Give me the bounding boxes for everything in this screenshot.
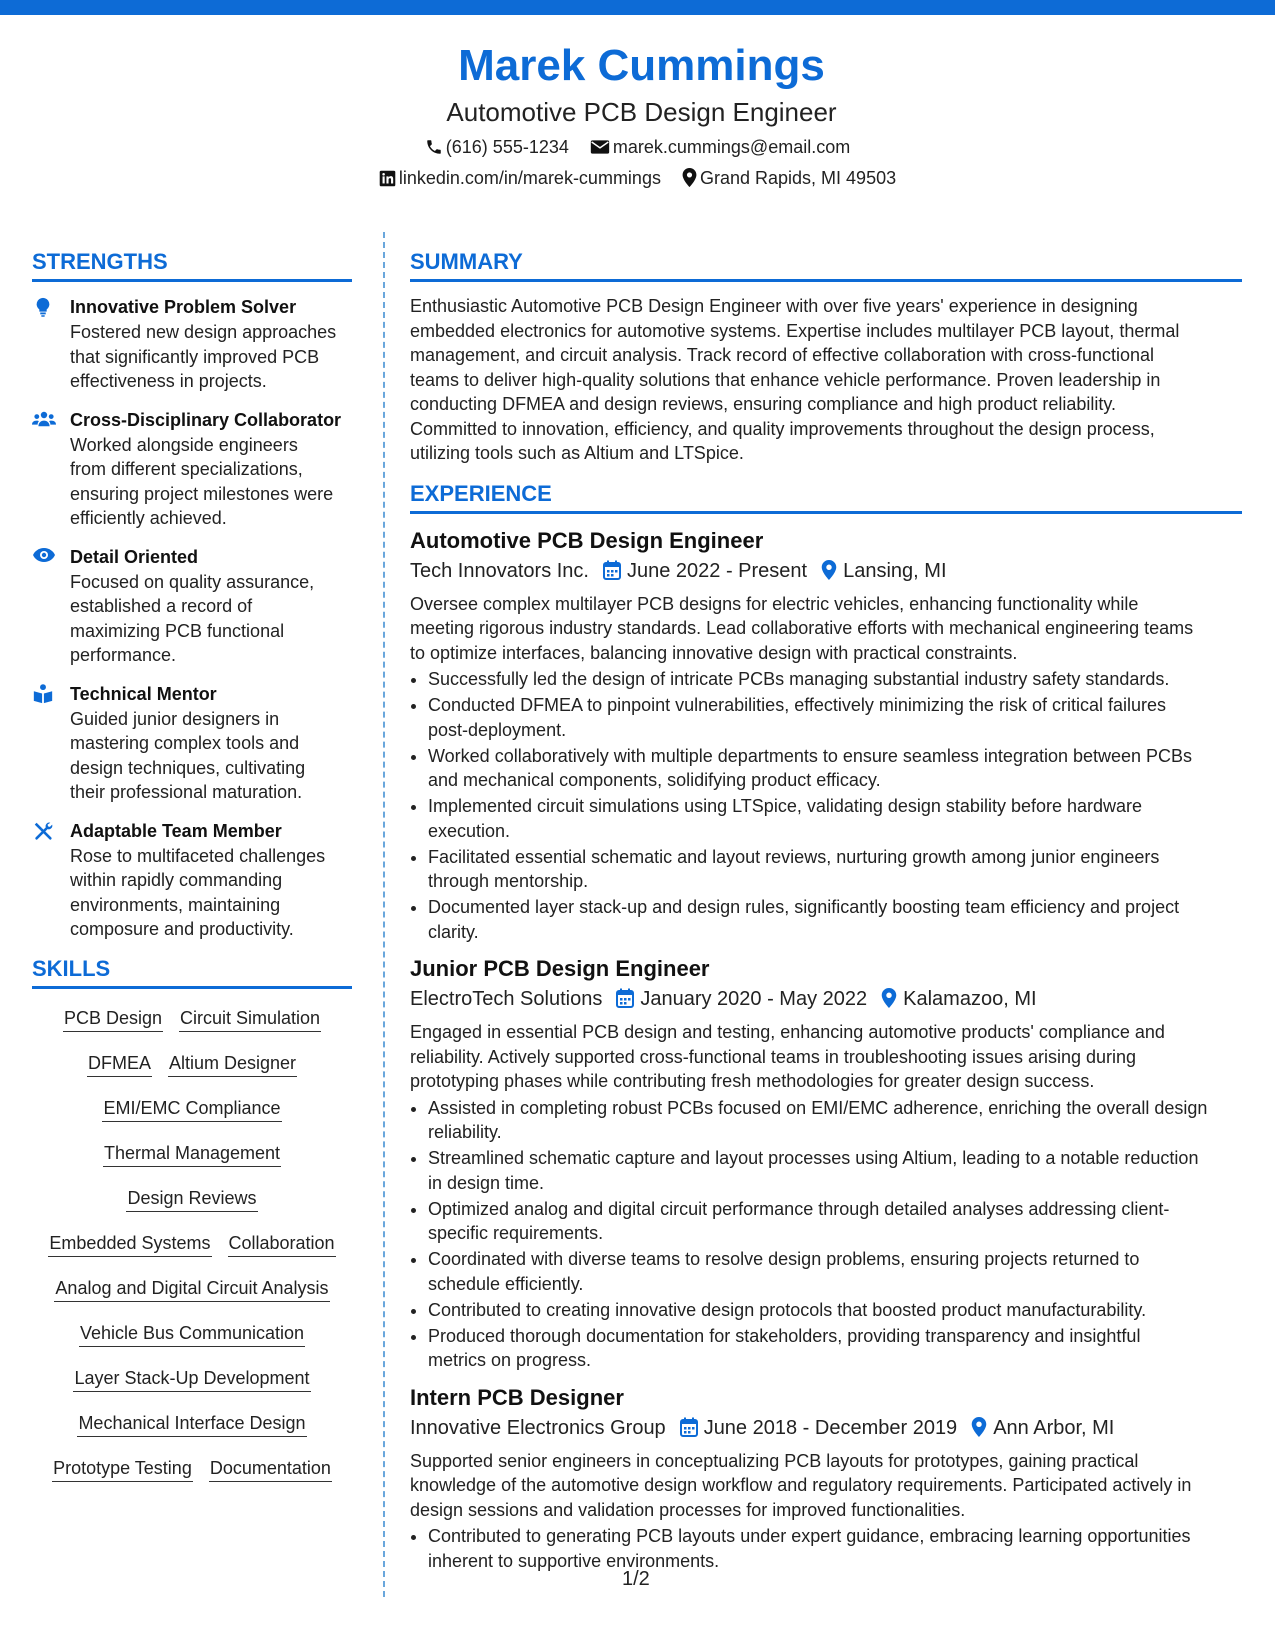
skill-tag: Thermal Management bbox=[103, 1140, 281, 1167]
job-description bbox=[410, 1020, 1242, 1094]
job-bullet-line: Documented layer stack-up and design rules, significantly boosting team efficiency and project bbox=[428, 897, 1180, 917]
job-location: Kalamazoo, MI bbox=[903, 988, 1037, 1010]
skill-tag: Mechanical Interface Design bbox=[77, 1410, 306, 1437]
strength-description-line: environments, maintaining bbox=[70, 894, 281, 915]
phone-contact bbox=[425, 135, 569, 159]
job-bullet-line: and mechanical components, solidifying product efficacy. bbox=[428, 770, 881, 790]
skills-row bbox=[32, 1005, 352, 1035]
summary-line: conducting DFMEA and design reviews, ensuring compliance and high product reliability. bbox=[410, 394, 1117, 414]
skill-tag: EMI/EMC Compliance bbox=[102, 1095, 281, 1122]
job-meta bbox=[410, 556, 1242, 586]
job-bullets bbox=[410, 667, 1242, 944]
job-bullet bbox=[428, 794, 1242, 843]
email-contact[interactable] bbox=[590, 135, 850, 159]
skills-row bbox=[32, 1095, 352, 1125]
strength-description bbox=[70, 570, 352, 668]
job-entry bbox=[410, 1383, 1242, 1574]
strength-description bbox=[70, 707, 352, 805]
strength-body bbox=[70, 294, 352, 394]
location-contact bbox=[682, 166, 896, 190]
strength-title: Innovative Problem Solver bbox=[70, 297, 297, 317]
job-bullet-line: specific requirements. bbox=[428, 1223, 604, 1243]
book-reader-icon bbox=[32, 681, 70, 805]
tools-icon bbox=[32, 818, 70, 942]
map-pin-icon bbox=[821, 560, 837, 580]
job-company: Tech Innovators Inc. bbox=[410, 559, 589, 582]
skill-tag: Documentation bbox=[209, 1455, 332, 1482]
skills-row bbox=[32, 1455, 352, 1485]
strength-item bbox=[32, 294, 352, 394]
job-description-line: meeting rigorous industry standards. Lead collaborative efforts with mechanical engineering teams bbox=[410, 618, 1194, 638]
job-description bbox=[410, 592, 1242, 666]
job-bullet-line: Facilitated essential schematic and layout reviews, nurturing growth among junior engineers bbox=[428, 846, 1160, 867]
job-bullets bbox=[410, 1524, 1242, 1573]
lightbulb-icon bbox=[32, 294, 70, 394]
job-title: Junior PCB Design Engineer bbox=[410, 956, 710, 981]
skill-tag: Embedded Systems bbox=[48, 1230, 211, 1257]
eye-icon bbox=[32, 544, 70, 668]
job-bullet-line: clarity. bbox=[428, 921, 479, 942]
summary-line: utilizing tools such as Altium and LTSpice. bbox=[410, 443, 744, 463]
job-bullet bbox=[428, 845, 1242, 894]
linkedin-contact[interactable] bbox=[379, 166, 661, 190]
job-dates: January 2020 - May 2022 bbox=[640, 988, 868, 1010]
strength-title: Detail Oriented bbox=[70, 546, 199, 567]
strength-body bbox=[70, 681, 352, 805]
job-bullet bbox=[428, 1197, 1242, 1246]
job-bullet-line: Contributed to creating innovative design protocols that boosted product manufacturability. bbox=[428, 1299, 1147, 1320]
location-text: Grand Rapids, MI 49503 bbox=[699, 168, 897, 188]
page-number: 1/2 bbox=[622, 1568, 650, 1590]
strength-item bbox=[32, 681, 352, 805]
skills-heading: SKILLS bbox=[32, 955, 352, 989]
strength-description bbox=[70, 433, 352, 531]
job-bullet bbox=[428, 1324, 1242, 1373]
summary-line: Enthusiastic Automotive PCB Design Engineer with over five years' experience in designing bbox=[410, 296, 1138, 316]
strength-description bbox=[70, 320, 352, 394]
job-bullet-line: Coordinated with diverse teams to resolve design problems, ensuring projects returned to bbox=[428, 1249, 1140, 1269]
phone-text: (616) 555-1234 bbox=[445, 137, 569, 157]
summary-heading: SUMMARY bbox=[410, 248, 1242, 282]
strength-item bbox=[32, 818, 352, 942]
top-accent-bar bbox=[0, 0, 1275, 15]
job-bullet bbox=[428, 667, 1242, 692]
job-bullet-line: through mentorship. bbox=[428, 871, 589, 891]
job-title: Automotive PCB Design Engineer bbox=[410, 527, 764, 553]
job-bullet-line: Streamlined schematic capture and layout processes using Altium, leading to a notable reduction bbox=[428, 1148, 1199, 1168]
calendar-icon bbox=[603, 560, 621, 580]
job-bullet-line: inherent to supportive environments. bbox=[428, 1550, 720, 1571]
skill-tag: Layer Stack-Up Development bbox=[73, 1365, 310, 1392]
strength-description-line: Focused on quality assurance, bbox=[70, 571, 315, 592]
strength-description-line: established a record of bbox=[70, 596, 253, 616]
users-icon bbox=[32, 407, 70, 531]
strength-description-line: performance. bbox=[70, 645, 177, 665]
strength-body bbox=[70, 818, 352, 942]
strength-description-line: effectiveness in projects. bbox=[70, 371, 267, 391]
strength-description-line: Fostered new design approaches bbox=[70, 322, 337, 342]
job-company: ElectroTech Solutions bbox=[410, 988, 603, 1010]
job-location: Ann Arbor, MI bbox=[993, 1416, 1115, 1439]
job-bullet-line: in design time. bbox=[428, 1172, 545, 1193]
experience-heading: EXPERIENCE bbox=[410, 480, 1242, 514]
job-bullet-line: Conducted DFMEA to pinpoint vulnerabilities, effectively minimizing the risk of critical failures bbox=[428, 695, 1166, 715]
job-dates: June 2018 - December 2019 bbox=[703, 1416, 958, 1439]
right-column bbox=[410, 248, 1242, 1583]
job-bullet-line: execution. bbox=[428, 820, 511, 841]
skill-tag: Altium Designer bbox=[168, 1050, 297, 1077]
linkedin-text[interactable]: linkedin.com/in/marek-cummings bbox=[398, 168, 661, 188]
skills-row bbox=[32, 1320, 352, 1350]
job-bullet-line: post-deployment. bbox=[428, 719, 567, 740]
job-bullets bbox=[410, 1096, 1242, 1373]
job-bullet-line: Produced thorough documentation for stakeholders, providing transparency and insightful bbox=[428, 1325, 1141, 1346]
skills-row bbox=[32, 1365, 352, 1395]
strength-description-line: within rapidly commanding bbox=[70, 870, 283, 890]
linkedin-icon bbox=[379, 170, 396, 187]
job-company: Innovative Electronics Group bbox=[410, 1416, 666, 1439]
job-description bbox=[410, 1449, 1242, 1523]
strength-description-line: mastering complex tools and bbox=[70, 733, 300, 753]
strength-body bbox=[70, 407, 352, 531]
skills-list bbox=[32, 1005, 352, 1485]
job-bullet bbox=[428, 1524, 1242, 1573]
job-bullet bbox=[428, 1096, 1242, 1145]
job-description-line: knowledge of the automotive design workflow and regulatory requirements. Participated actively in bbox=[410, 1475, 1192, 1495]
job-bullet-line: reliability. bbox=[428, 1122, 502, 1142]
skills-row bbox=[32, 1410, 352, 1440]
calendar-icon bbox=[680, 1417, 698, 1437]
strength-description-line: Rose to multifaceted challenges bbox=[70, 845, 326, 866]
job-entry bbox=[410, 526, 1242, 945]
summary-line: Committed to innovation, efficiency, and quality improvements throughout the design process, bbox=[410, 418, 1155, 439]
strength-title: Cross-Disciplinary Collaborator bbox=[70, 409, 342, 430]
strength-description-line: design techniques, cultivating bbox=[70, 757, 306, 778]
job-location: Lansing, MI bbox=[843, 559, 947, 582]
job-bullet bbox=[428, 1146, 1242, 1195]
strength-description-line: that significantly improved PCB bbox=[70, 346, 320, 367]
job-entry bbox=[410, 954, 1242, 1373]
job-dates: June 2022 - Present bbox=[626, 559, 808, 582]
job-bullet bbox=[428, 693, 1242, 742]
map-pin-icon bbox=[881, 988, 897, 1008]
job-description-line: design sessions and validation processes for improved functionalities. bbox=[410, 1499, 966, 1520]
strength-description-line: efficiently achieved. bbox=[70, 508, 227, 528]
summary-line: embedded electronics for automotive systems. Expertise includes multilayer PCB layout, thermal bbox=[410, 320, 1180, 341]
job-description-line: Supported senior engineers in conceptualizing PCB layouts for prototypes, gaining practical bbox=[410, 1450, 1139, 1471]
strength-description-line: Guided junior designers in bbox=[70, 708, 280, 729]
skills-row bbox=[32, 1275, 352, 1305]
job-meta bbox=[410, 984, 1242, 1014]
job-description-line: reliability. Actively supported cross-functional teams in troubleshooting issues arising during bbox=[410, 1046, 1137, 1067]
job-bullet bbox=[428, 895, 1242, 944]
strengths-list bbox=[32, 294, 352, 942]
job-bullet-line: metrics on progress. bbox=[428, 1350, 592, 1370]
left-column bbox=[32, 248, 352, 1500]
envelope-icon bbox=[590, 138, 610, 156]
job-description-line: Engaged in essential PCB design and testing, enhancing automotive products' compliance and bbox=[410, 1022, 1165, 1042]
strength-title: Technical Mentor bbox=[70, 683, 217, 704]
skills-row bbox=[32, 1185, 352, 1215]
job-bullet bbox=[428, 1298, 1242, 1323]
summary-line: teams to deliver high-quality solutions that enhance vehicle performance. Proven leadership in bbox=[410, 369, 1161, 390]
skills-row bbox=[32, 1050, 352, 1080]
strength-item bbox=[32, 544, 352, 668]
strength-title: Adaptable Team Member bbox=[70, 820, 282, 841]
job-description-line: to optimize interfaces, balancing innovative design with practical constraints. bbox=[410, 642, 1018, 663]
resume-header bbox=[0, 38, 1275, 190]
strengths-heading: STRENGTHS bbox=[32, 248, 352, 282]
job-description-line: Oversee complex multilayer PCB designs for electric vehicles, enhancing functionality while bbox=[410, 593, 1139, 614]
strength-description-line: maximizing PCB functional bbox=[70, 620, 285, 641]
strength-description-line: their professional maturation. bbox=[70, 782, 303, 802]
map-pin-icon bbox=[682, 168, 697, 187]
summary-line: management, and circuit analysis. Track record of effective collaboration with cross-functional bbox=[410, 345, 1155, 365]
candidate-title: Automotive PCB Design Engineer bbox=[446, 97, 837, 127]
skills-row bbox=[32, 1230, 352, 1260]
email-text[interactable]: marek.cummings@email.com bbox=[612, 137, 851, 157]
job-bullet-line: Implemented circuit simulations using LTSpice, validating design stability before hardware bbox=[428, 796, 1143, 816]
skill-tag: Vehicle Bus Communication bbox=[79, 1320, 305, 1347]
job-bullet bbox=[428, 744, 1242, 793]
skill-tag: Design Reviews bbox=[126, 1185, 257, 1212]
candidate-name: Marek Cummings bbox=[458, 41, 825, 90]
phone-icon bbox=[425, 138, 443, 156]
skill-tag: Prototype Testing bbox=[52, 1455, 193, 1482]
skill-tag: Collaboration bbox=[228, 1230, 336, 1257]
job-bullet bbox=[428, 1247, 1242, 1296]
job-bullet-line: Optimized analog and digital circuit performance through detailed analyses addressing client- bbox=[428, 1198, 1170, 1219]
skill-tag: Analog and Digital Circuit Analysis bbox=[54, 1275, 329, 1302]
calendar-icon bbox=[616, 988, 634, 1008]
column-divider bbox=[383, 232, 385, 1597]
job-meta bbox=[410, 1413, 1242, 1443]
strength-item bbox=[32, 407, 352, 531]
strength-description-line: Worked alongside engineers bbox=[70, 434, 298, 455]
jobs-list bbox=[410, 526, 1242, 1574]
contact-row-1 bbox=[0, 135, 1275, 159]
skills-row bbox=[32, 1140, 352, 1170]
contact-row-2 bbox=[0, 166, 1275, 190]
job-bullet-line: Assisted in completing robust PCBs focused on EMI/EMC adherence, enriching the overall design bbox=[428, 1097, 1208, 1118]
skill-tag: DFMEA bbox=[87, 1050, 152, 1077]
job-bullet-line: Successfully led the design of intricate PCBs managing substantial industry safety standards. bbox=[428, 669, 1170, 689]
strength-description-line: from different specializations, bbox=[70, 459, 303, 479]
strength-description-line: composure and productivity. bbox=[70, 919, 294, 939]
job-bullet-line: schedule efficiently. bbox=[428, 1273, 584, 1294]
skill-tag: Circuit Simulation bbox=[179, 1005, 321, 1032]
job-bullet-line: Contributed to generating PCB layouts under expert guidance, embracing learning opportunities bbox=[428, 1526, 1191, 1546]
job-description-line: prototyping phases while contributing fresh methodologies for greater design success. bbox=[410, 1071, 1095, 1091]
strength-body bbox=[70, 544, 352, 668]
map-pin-icon bbox=[971, 1417, 987, 1437]
summary-text bbox=[410, 294, 1242, 466]
strength-description-line: ensuring project milestones were bbox=[70, 483, 334, 504]
job-bullet-line: Worked collaboratively with multiple departments to ensure seamless integration between PCBs bbox=[428, 745, 1193, 766]
strength-description bbox=[70, 844, 352, 942]
job-title: Intern PCB Designer bbox=[410, 1384, 624, 1410]
skill-tag: PCB Design bbox=[63, 1005, 163, 1032]
